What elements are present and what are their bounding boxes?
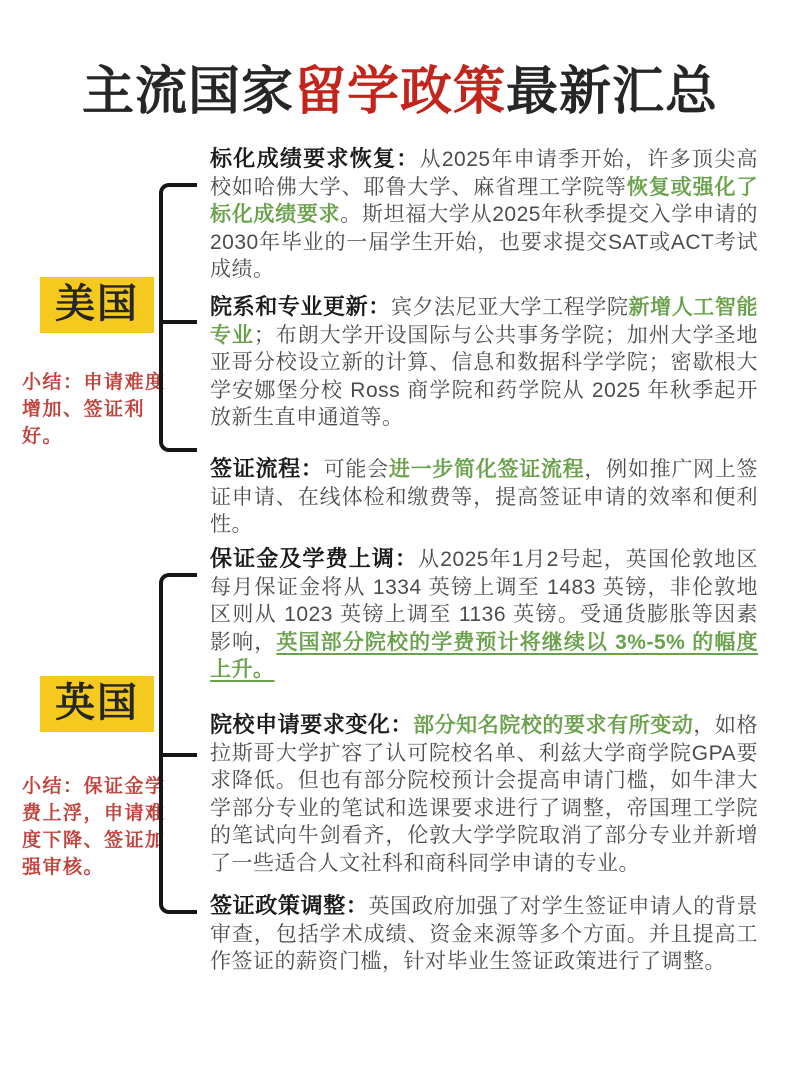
section-body: ，例如推广网上签证申请、在线体检和缴费等，提高签证申请的效率和便利性。 [210,458,759,536]
section-body: 从2025年1月2号起，英国伦敦地区每月保证金将从 1334 英镑上调至 1483 英镑，非伦敦地区则从 1023 英镑上调至 1136 英镑。受通货膨胀等因素影响， [210,548,758,654]
section-highlight: 恢复或强化了标化成绩要求 [210,175,758,226]
section-body: 。斯坦福大学从2025年秋季提交入学申请的2030年毕业的一届学生开始，也要求提交SAT或ACT考试成绩。 [210,203,758,281]
bracket-usa-middle-stub [163,320,197,324]
section-heading: 保证金及学费上调： [210,546,419,571]
section-highlight: 新增人工智能专业 [210,296,759,347]
bracket-uk [159,573,197,914]
country-label-usa-text: 美国 [55,282,139,326]
title-part-3: 最新汇总 [506,62,719,121]
country-label-uk [40,676,154,732]
section-deposit-tuition [210,545,758,684]
section-visa-process [210,455,758,539]
page-title [0,61,800,123]
section-body: ，如格拉斯哥大学扩容了认可院校名单、利兹大学商学院GPA要求降低。但也有部分院校预计会提高申请门槛，如牛津大学部分专业的笔试和选课要求进行了调整，帝国理工学院的笔试向牛剑看齐，伦敦大学学院取消了部分专业并新增了一些适合人文社科和商科同学申请的专业。 [210,714,758,875]
section-body: ；布朗大学开设国际与公共事务学院；加州大学圣地亚哥分校设立新的计算、信息和数据科学学院；密歇根大学安娜堡分校 Ross 商学院和药学院从 2025 年秋季起开放新生直申通道等。 [210,323,758,429]
section-highlight: 部分知名院校的要求有所变动 [413,714,694,737]
section-body: 可能会 [323,458,389,481]
country-label-usa [40,277,154,333]
country-summary-usa: 小结：申请难度增加、签证利好。 [22,372,166,447]
title-part-1: 主流国家 [81,62,294,121]
section-body: 从2025年申请季开始，许多顶尖高校如哈佛大学、耶鲁大学、麻省理工学院等 [210,148,758,199]
section-heading: 签证政策调整： [210,893,369,918]
section-highlight: 进一步简化签证流程 [388,458,585,481]
section-standardized-tests [210,145,758,284]
section-body: 英国政府加强了对学生签证申请人的背景审查，包括学术成绩、资金来源等多个方面。并且提高工作签证的薪资门槛，针对毕业生签证政策进行了调整。 [210,895,758,973]
bracket-uk-middle-stub [163,753,197,757]
country-label-uk-text: 英国 [55,681,139,725]
section-departments-majors [210,293,758,432]
section-highlight-underlined: 英国部分院校的学费预计将继续以 3%-5% 的幅度上升。 [210,630,758,681]
section-application-requirements [210,711,758,877]
title-highlight: 留学政策 [293,62,506,121]
section-heading: 标化成绩要求恢复： [210,146,420,171]
section-heading: 院系和专业更新： [210,294,391,319]
section-heading: 院校申请要求变化： [210,712,414,737]
bracket-usa [159,183,197,452]
section-body: 宾夕法尼亚大学工程学院 [390,296,629,319]
section-visa-policy-adjustment [210,892,758,976]
country-summary-uk: 小结：保证金学费上浮，申请难度下降、签证加强审核。 [22,776,166,878]
section-heading: 签证流程： [210,456,324,481]
